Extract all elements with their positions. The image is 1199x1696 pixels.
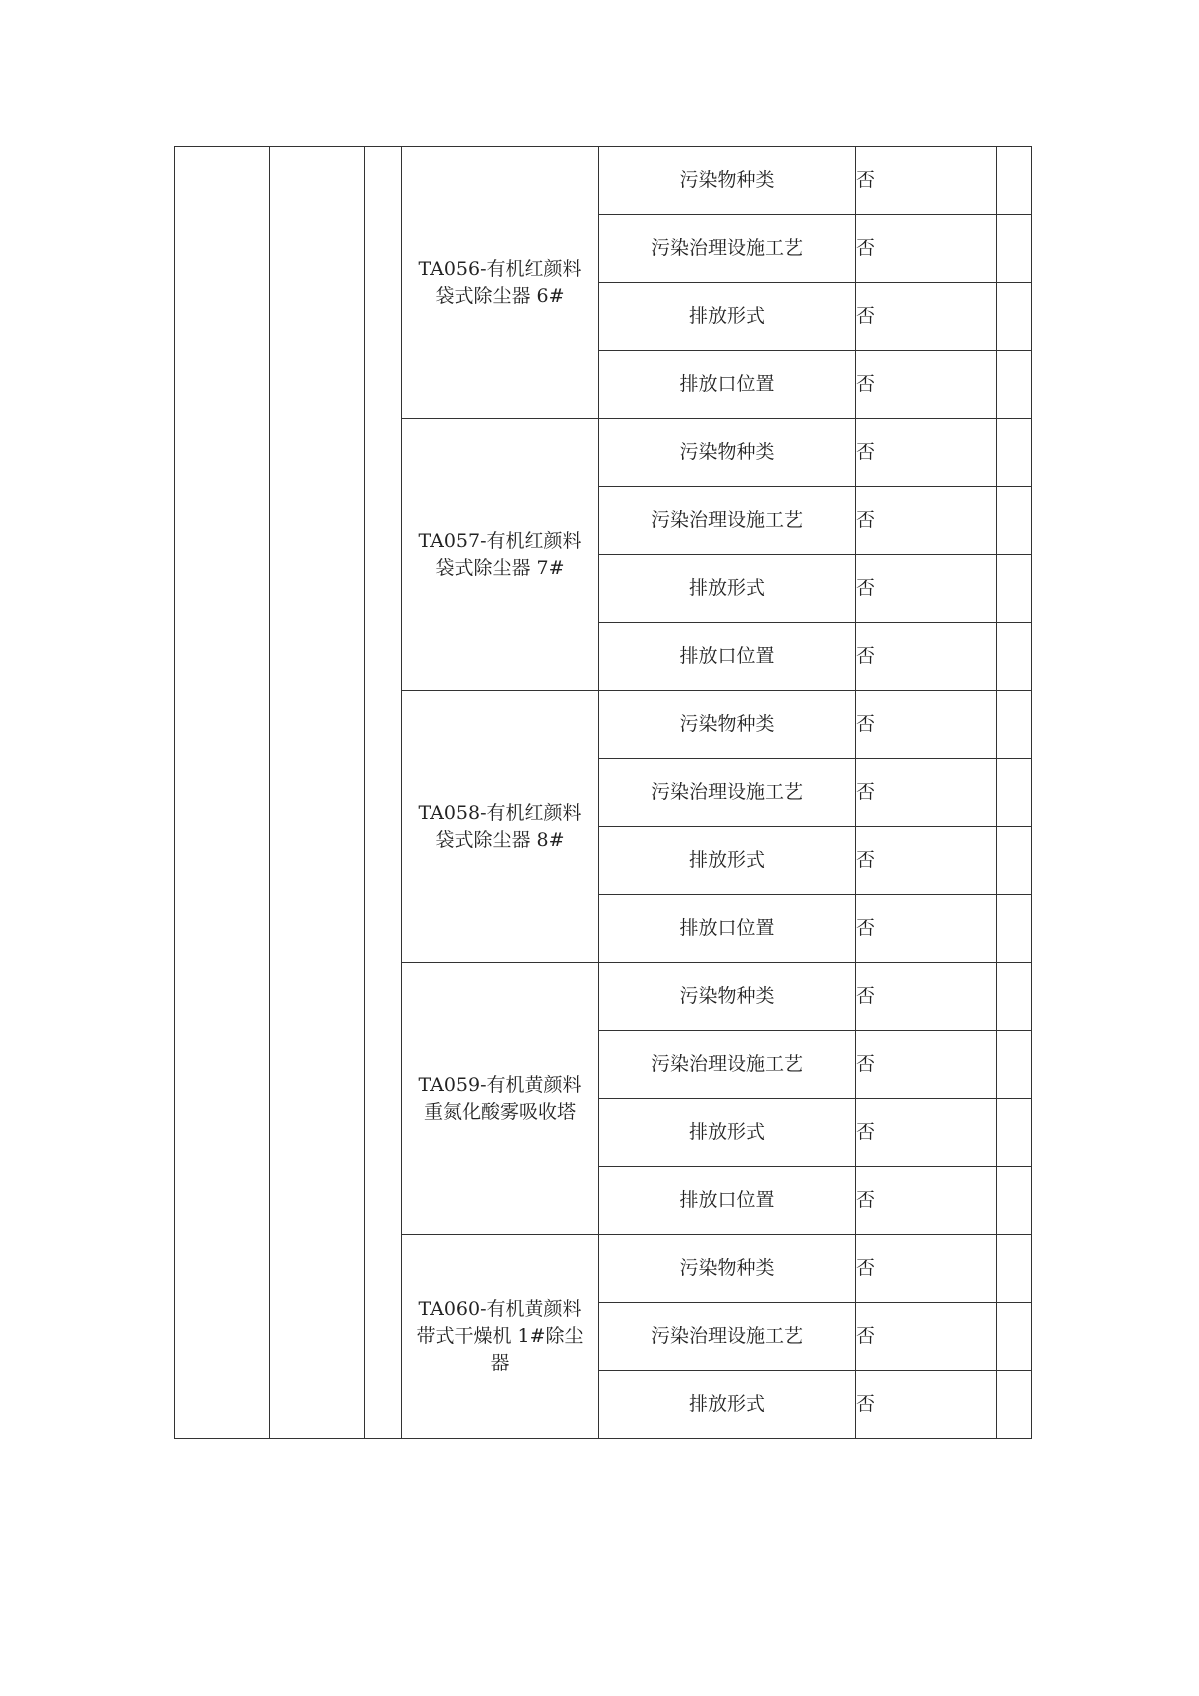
answer-cell: 否 <box>856 555 997 623</box>
remark-cell <box>997 691 1032 759</box>
source-name-line: TA057-有机红颜料 <box>418 529 582 552</box>
change-check-table <box>174 146 1032 1439</box>
item-cell: 污染物种类 <box>599 1235 856 1303</box>
remark-cell <box>997 1167 1032 1235</box>
table-row <box>175 147 1032 215</box>
answer-cell: 否 <box>856 215 997 283</box>
remark-cell <box>997 487 1032 555</box>
remark-cell <box>997 283 1032 351</box>
answer-cell: 否 <box>856 1031 997 1099</box>
answer-cell: 否 <box>856 623 997 691</box>
source-cell <box>402 691 599 963</box>
source-name-line: 带式干燥机 1#除尘 <box>416 1325 584 1347</box>
remark-cell <box>997 759 1032 827</box>
item-cell: 排放形式 <box>599 1371 856 1439</box>
answer-cell: 否 <box>856 1303 997 1371</box>
item-cell: 排放口位置 <box>599 1167 856 1235</box>
remark-cell <box>997 1371 1032 1439</box>
source-name-line: 袋式除尘器 6# <box>435 284 565 307</box>
remark-cell <box>997 1031 1032 1099</box>
answer-cell: 否 <box>856 759 997 827</box>
blank-column-3 <box>365 147 402 1439</box>
remark-cell <box>997 1235 1032 1303</box>
answer-cell: 否 <box>856 1099 997 1167</box>
answer-cell: 否 <box>856 827 997 895</box>
answer-cell: 否 <box>856 691 997 759</box>
source-name-line: 器 <box>490 1352 510 1374</box>
answer-cell: 否 <box>856 963 997 1031</box>
remark-cell <box>997 215 1032 283</box>
remark-cell <box>997 419 1032 487</box>
source-cell <box>402 419 599 691</box>
item-cell: 污染治理设施工艺 <box>599 1031 856 1099</box>
source-name-line: TA056-有机红颜料 <box>418 257 582 280</box>
answer-cell: 否 <box>856 147 997 215</box>
item-cell: 排放口位置 <box>599 895 856 963</box>
remark-cell <box>997 895 1032 963</box>
source-name-line: TA060-有机黄颜料 <box>418 1298 582 1320</box>
blank-column-2 <box>270 147 365 1439</box>
item-cell: 排放形式 <box>599 827 856 895</box>
answer-cell: 否 <box>856 1235 997 1303</box>
answer-cell: 否 <box>856 283 997 351</box>
table-body <box>175 147 1032 1439</box>
remark-cell <box>997 1099 1032 1167</box>
remark-cell <box>997 351 1032 419</box>
answer-cell: 否 <box>856 1371 997 1439</box>
answer-cell: 否 <box>856 895 997 963</box>
item-cell: 污染治理设施工艺 <box>599 215 856 283</box>
source-cell <box>402 147 599 419</box>
source-name-line: 袋式除尘器 8# <box>435 828 565 851</box>
item-cell: 污染物种类 <box>599 963 856 1031</box>
item-cell: 排放形式 <box>599 283 856 351</box>
source-name-line: 袋式除尘器 7# <box>435 556 565 579</box>
item-cell: 污染物种类 <box>599 419 856 487</box>
item-cell: 排放形式 <box>599 555 856 623</box>
item-cell: 排放口位置 <box>599 351 856 419</box>
remark-cell <box>997 147 1032 215</box>
answer-cell: 否 <box>856 487 997 555</box>
remark-cell <box>997 1303 1032 1371</box>
item-cell: 排放形式 <box>599 1099 856 1167</box>
source-name-line: TA059-有机黄颜料 <box>418 1073 582 1096</box>
item-cell: 污染治理设施工艺 <box>599 1303 856 1371</box>
answer-cell: 否 <box>856 419 997 487</box>
answer-cell: 否 <box>856 1167 997 1235</box>
remark-cell <box>997 827 1032 895</box>
source-cell <box>402 963 599 1235</box>
source-name-line: TA058-有机红颜料 <box>418 801 582 824</box>
source-cell <box>402 1235 599 1439</box>
item-cell: 污染治理设施工艺 <box>599 759 856 827</box>
source-name-line: 重氮化酸雾吸收塔 <box>423 1100 576 1123</box>
answer-cell: 否 <box>856 351 997 419</box>
remark-cell <box>997 963 1032 1031</box>
item-cell: 排放口位置 <box>599 623 856 691</box>
item-cell: 污染治理设施工艺 <box>599 487 856 555</box>
remark-cell <box>997 555 1032 623</box>
blank-column-1 <box>175 147 270 1439</box>
remark-cell <box>997 623 1032 691</box>
item-cell: 污染物种类 <box>599 691 856 759</box>
item-cell: 污染物种类 <box>599 147 856 215</box>
